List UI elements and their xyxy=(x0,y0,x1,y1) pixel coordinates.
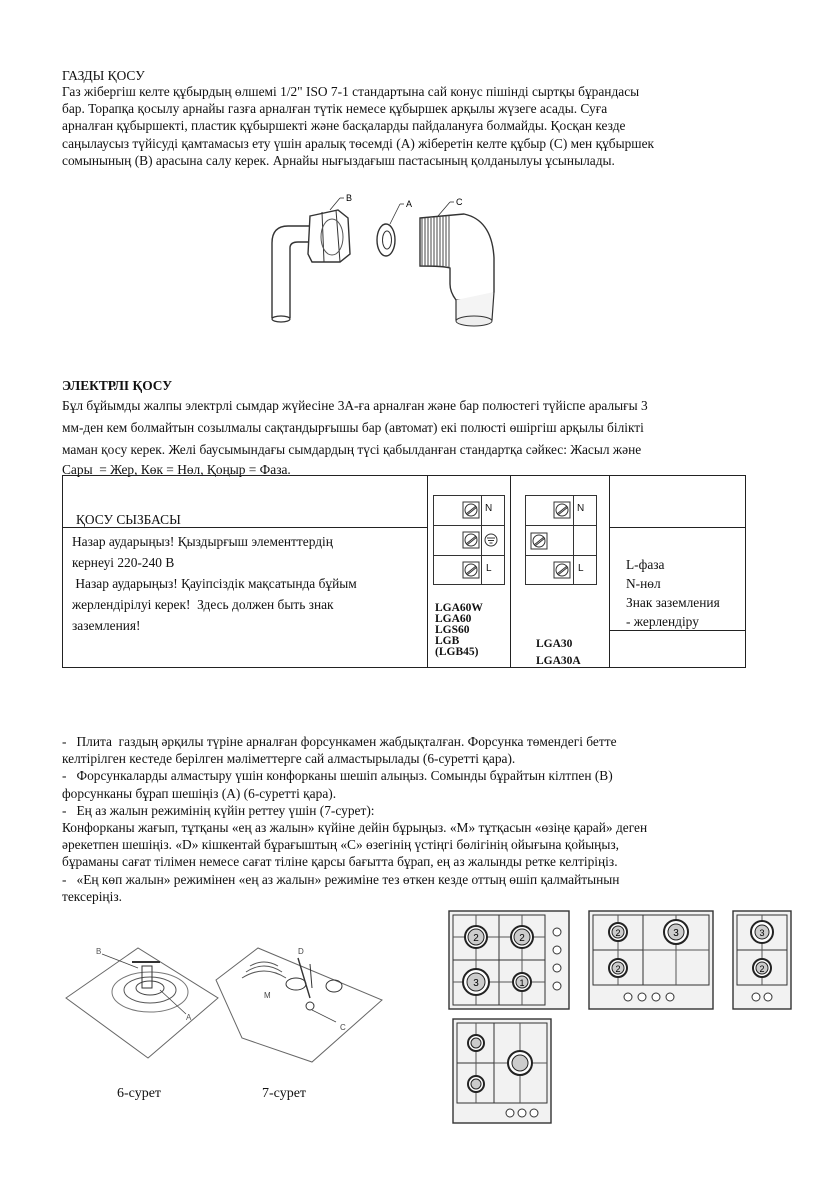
legend-line: N-нөл xyxy=(626,576,661,591)
legend-line: L-фаза xyxy=(626,557,665,572)
scheme-title: ҚОСУ СЫЗБАСЫ xyxy=(76,512,181,527)
warning-line: кернеуі 220-240 В xyxy=(72,555,175,570)
nozzle-line: форсунканы бұрап шешіңіз (А) (6-суретті қара). xyxy=(62,785,337,801)
burner-size-label: 2 xyxy=(615,964,621,974)
model-name: LGA30 xyxy=(536,638,573,650)
nozzle-line: - Ең аз жалын режимінің күйін реттеу үшін (7-сурет): xyxy=(62,802,375,818)
burner-icon xyxy=(664,920,688,944)
nozzle-line: Конфорканы жағып, тұтқаны «ең аз жалын» күйіне дейін бұрыңыз. «М» тұтқасын «өзіңе қарай» деген xyxy=(62,820,648,836)
warning-text xyxy=(72,531,422,636)
gas-paragraph xyxy=(62,83,762,169)
burner-icon xyxy=(468,1035,484,1051)
screw-terminal-icon xyxy=(529,531,549,551)
burner-icon xyxy=(753,959,771,977)
nozzle-line: - «Ең көп жалын» режимінен «ең аз жалын» режиміне тез өткен кезде оттың өшіп қалмайтынын xyxy=(62,871,620,887)
fig6-label-b: B xyxy=(96,947,102,956)
burner-size-label: 2 xyxy=(615,928,621,938)
screw-terminals-icon xyxy=(461,500,481,580)
burner-icon xyxy=(513,973,531,991)
figure-6-caption: 6-сурет xyxy=(117,1086,162,1101)
electric-section-title: ЭЛЕКТРЛІ ҚОСУ xyxy=(62,378,173,393)
burner-size-label: 3 xyxy=(673,928,679,939)
label-c: C xyxy=(456,197,463,207)
terminal-block-1 xyxy=(433,495,505,585)
models-list-2 xyxy=(536,636,581,670)
fig7-label-c: C xyxy=(340,1023,346,1032)
electric-paragraph xyxy=(62,395,782,478)
hob-3-burner-diagram xyxy=(588,910,714,1010)
burner-icon xyxy=(751,921,773,943)
burner-size-label: 1 xyxy=(519,978,525,988)
nozzle-line: - Плита газдың әрқилы түріне арналған форсункамен жабдықталған. Форсунка төмендегі бетте xyxy=(62,734,617,749)
fig7-label-d: D xyxy=(298,947,304,956)
label-a: A xyxy=(406,199,413,209)
model-name: (LGB45) xyxy=(435,646,479,658)
wiring-legend xyxy=(626,555,720,631)
hob-2-burner-diagram xyxy=(732,910,792,1010)
gas-line: бар. Торапқа қосылу арнайы газға арналған түтік немесе құбыршек арқылы жүзеге асады. Суға xyxy=(62,101,608,117)
gas-section-title: ГАЗДЫ ҚОСУ xyxy=(62,68,145,83)
nozzle-line: бұраманы сағат тілімен немесе сағат тіліне қарсы бағытта бұрап, ең аз жалынды ретке келтіріңіз. xyxy=(62,854,618,870)
terminal-l-label: L xyxy=(578,563,584,574)
figure-7-caption: 7-сурет xyxy=(262,1086,307,1101)
label-b: B xyxy=(346,193,353,203)
burner-icon xyxy=(508,1051,532,1075)
gas-line: сомынының (В) арасына салу керек. Арнайы нығыздағыш пастасының қолданылуы ұсынылады. xyxy=(62,152,615,168)
burner-size-label: 3 xyxy=(473,978,479,989)
burner-icon xyxy=(609,959,627,977)
models-list-1 xyxy=(435,603,483,658)
warning-line: Назар аударыңыз! Қыздырғыш элементтердің xyxy=(72,534,333,549)
gas-line: Газ жібергіш келте құбырдың өлшемі 1/2" ISO 7-1 стандартына сай конус пішінді сыртқы бұрандасы xyxy=(62,84,640,99)
model-name: LGS60 xyxy=(435,624,470,636)
model-name: LGB xyxy=(435,635,460,647)
hob-square-diagram xyxy=(452,1018,552,1124)
electric-line: Сары = Жер, Көк = Нөл, Қоңыр = Фаза. xyxy=(62,462,291,477)
terminal-l-label: L xyxy=(486,563,492,574)
pipe-fitting-illustration xyxy=(260,188,500,338)
terminal-n-label: N xyxy=(577,503,585,514)
electric-line: маман қосу керек. Желі баусымындағы сымдардың түсі қабылданған стандартқа сәйкес: Жасыл және xyxy=(62,442,642,457)
nozzle-line: тексеріңіз. xyxy=(62,888,122,904)
terminal-block-2 xyxy=(525,495,597,585)
gas-line: арналған құбыршекті, пластик құбыршекті және басқаларды пайдалануға болмайды. Қосқан кезде xyxy=(62,118,626,134)
warning-line: заземления! xyxy=(72,618,141,633)
burner-size-label: 3 xyxy=(759,928,765,938)
burner-icon xyxy=(465,926,487,948)
burner-size-label: 2 xyxy=(759,964,765,974)
nozzle-line: - Форсункаларды алмастыру үшін конфорканы шешіп алыңыз. Сомынды бұрайтын кілтпен (В) xyxy=(62,768,613,784)
burner-icon xyxy=(463,969,489,995)
warning-line: жерлендірілуі керек! Здесь должен быть знак xyxy=(72,597,334,612)
figure-6-illustration xyxy=(62,940,222,1065)
warning-line: Назар аударыңыз! Қауіпсіздік мақсатында бұйым xyxy=(72,576,357,591)
connection-table xyxy=(62,475,746,668)
screw-terminals-icon xyxy=(551,500,573,580)
electric-line: мм-ден кем болмайтын созылмалы сақтандырғышы бар (автомат) екі полюсті өшіргіш арқылы білікті xyxy=(62,420,644,435)
nozzle-line: әрекетпен шешіңіз. «D» кішкентай бұрағыштың «С» өзегінің үстіңгі бөлігінің ойығына қойыңыз, xyxy=(62,837,619,853)
nozzle-paragraph xyxy=(62,733,782,905)
model-name: LGA60 xyxy=(435,613,472,625)
legend-line: Знак заземления xyxy=(626,595,720,610)
electric-line: Бұл бұйымды жалпы электрлі сымдар жүйесіне 3А-ға арналған және бар полюстегі түйіспе аралығы 3 xyxy=(62,398,648,413)
model-name: LGA60W xyxy=(435,602,483,614)
burner-icon xyxy=(468,1076,484,1092)
figure-7-illustration xyxy=(212,940,392,1065)
ground-icon xyxy=(484,533,498,547)
hob-4-burner-diagram xyxy=(448,910,570,1010)
legend-line: - жерлендіру xyxy=(626,614,699,629)
burner-size-label: 2 xyxy=(473,933,479,944)
burner-icon xyxy=(609,923,627,941)
burner-size-label: 2 xyxy=(519,933,525,944)
fig6-label-a: A xyxy=(186,1013,192,1022)
fig7-label-m: M xyxy=(264,991,271,1000)
terminal-n-label: N xyxy=(485,503,493,514)
burner-icon xyxy=(511,926,533,948)
gas-line: саңылаусыз түйісуді қамтамасыз ету үшін аралық төсемді (А) жіберетін келте құбыр (С) мен құбыршек xyxy=(62,135,655,151)
model-name: LGA30A xyxy=(536,655,581,667)
nozzle-line: келтірілген кестеде берілген мәліметтерге сай алмастырылады (6-суретті қара). xyxy=(62,751,516,767)
